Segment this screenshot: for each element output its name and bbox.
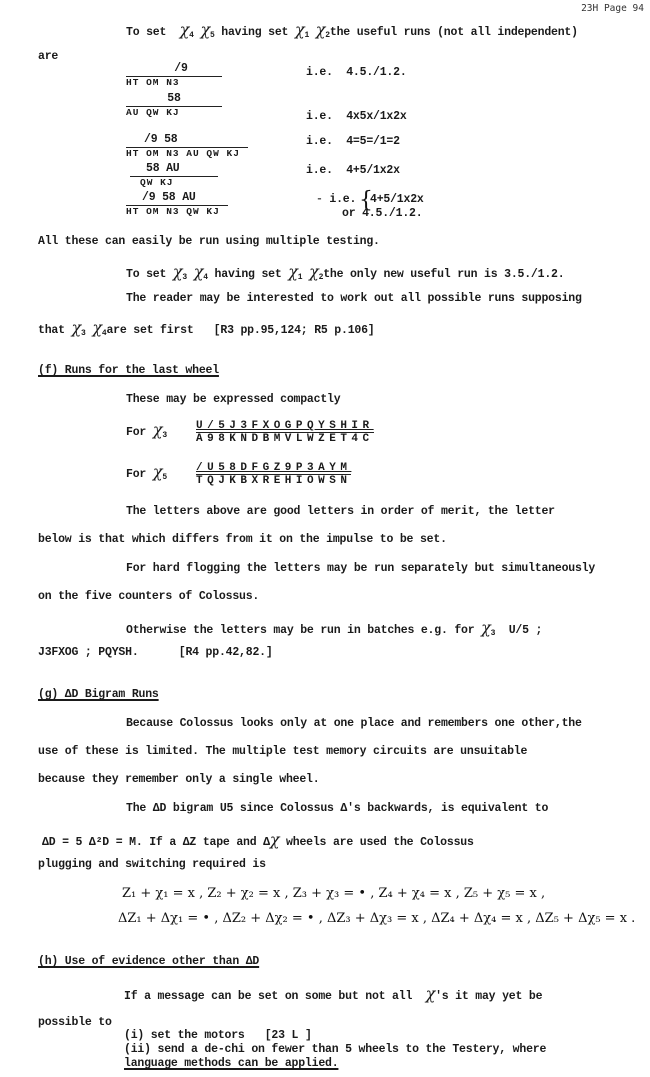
paragraph: For hard flogging the letters may be run separately but simultaneously [126, 562, 596, 575]
section-heading-g: (g) ΔD Bigram Runs [38, 688, 159, 701]
section-heading-f: (f) Runs for the last wheel [38, 364, 219, 377]
text: To set [126, 26, 167, 39]
run-letters-bottom: A98KNDBMVLWZET4C [196, 433, 374, 445]
chi-symbol: χ [152, 462, 163, 481]
equation-row: ΔZ₁ + Δχ₁ = • , ΔZ₂ + Δχ₂ = • , ΔZ₃ + Δχ₃ = x , ΔZ₄ + Δχ₄ = x , ΔZ₅ + Δχ₅ = x . [118, 911, 636, 926]
chi-symbol: χ [425, 984, 436, 1003]
run-letters-bottom: TQJKBXREHIOWSN [196, 475, 352, 487]
chi-symbol: χ [294, 20, 305, 39]
paragraph: The letters above are good letters in order of merit, the letter [126, 505, 555, 518]
paragraph: that $\chi_3$ $\chi_4are$ set first [R3 pp.95,124; R5 p.106] [38, 318, 375, 338]
run-denominator: HT OM N3 AU QW KJ [126, 148, 240, 159]
reference: [23 L ] [264, 1029, 312, 1042]
text: having set [221, 26, 289, 39]
run-equivalent: i.e. 4=5=/1=2 [306, 135, 400, 148]
paragraph: use of these is limited. The multiple test memory circuits are unsuitable [38, 745, 528, 758]
subscript: 1 [304, 31, 310, 40]
run-numerator: 58 [126, 92, 222, 107]
paragraph: Because Colossus looks only at one place and remembers one other,the [126, 717, 582, 730]
chi3-run-letters [196, 420, 374, 445]
paragraph: The reader may be interested to work out all possible runs supposing [126, 292, 582, 305]
paragraph: on the five counters of Colossus. [38, 590, 260, 603]
chi-symbol: χ [71, 318, 82, 337]
paragraph: plugging and switching required is [38, 858, 266, 871]
run-denominator: AU QW KJ [126, 107, 180, 118]
run-fraction [126, 92, 222, 118]
paragraph: ΔD = 5 Δ²D = M. If a ΔZ tape and Δχ wheels are used the Colossus [42, 830, 474, 849]
chi5-label: For $\chi_5$ [126, 462, 167, 482]
run-letters-top: U/5J3FXOGPQYSHIR [196, 420, 374, 432]
paragraph: All these can easily be run using multiple testing. [38, 235, 380, 248]
chi-symbol: χ [315, 20, 326, 39]
list-item: (i) set the motors [23 L ] [124, 1029, 312, 1042]
run-equivalent-option: 4+5/1x2x [370, 193, 424, 206]
brace-icon: { [359, 188, 373, 213]
run-equivalent: i.e. 4+5/1x2x [306, 164, 400, 177]
paragraph: If a message can be set on some but not all χ's it may yet be [124, 984, 543, 1003]
run-fraction [126, 133, 248, 159]
paragraph: To set $\chi_3$ $\chi_4$ having set $\chi_1$ $\chi_2the$ only new useful run is 3.5./1.2. [126, 262, 565, 282]
chi-symbol: χ [288, 262, 298, 281]
paragraph: below is that which differs from it on the impulse to be set. [38, 533, 447, 546]
run-equivalent: - i.e. [316, 193, 357, 206]
paragraph: because they remember only a single wheel. [38, 773, 320, 786]
intro-line [126, 20, 578, 40]
run-numerator: /9 [126, 62, 222, 77]
text: the useful runs (not all independent) [329, 26, 578, 39]
reference: [R4 pp.42,82.] [178, 646, 273, 659]
chi-symbol: χ [200, 20, 210, 39]
paragraph: J3FXOG ; PQYSH. [R4 pp.42,82.] [38, 646, 273, 659]
chi-symbol: χ [172, 262, 183, 281]
run-denominator: HT OM N3 [126, 77, 180, 88]
run-equivalent-alt: or 4.5./1.2. [342, 207, 423, 220]
section-heading-h: (h) Use of evidence other than ΔD [38, 955, 260, 968]
run-letters-top: /U58DFGZ9P3AYM [196, 462, 352, 474]
chi5-run-letters [196, 462, 351, 487]
paragraph: The ΔD bigram U5 since Colossus Δ's backwards, is equivalent to [126, 802, 549, 815]
list-item: (ii) send a de-chi on fewer than 5 wheels to the Testery, where [124, 1043, 547, 1056]
chi-symbol: χ [193, 262, 204, 281]
intro-are: are [38, 50, 59, 63]
chi-symbol: χ [152, 420, 163, 439]
subscript: 5 [209, 31, 215, 40]
run-denominator: HT OM N3 QW KJ [126, 206, 220, 217]
run-numerator: 58 AU [130, 162, 218, 177]
subscript: 4 [189, 31, 194, 40]
chi3-label: For $\chi_3$ [126, 420, 167, 440]
chi-symbol: χ [179, 20, 190, 39]
run-denominator: QW KJ [140, 177, 174, 188]
chi-symbol: χ [481, 618, 491, 637]
run-equivalent: i.e. 4.5./1.2. [306, 66, 407, 79]
run-fraction [126, 191, 228, 217]
list-item-continuation: language methods can be applied. [124, 1057, 339, 1070]
chi-symbol: χ [269, 830, 280, 849]
paragraph: These may be expressed compactly [126, 393, 341, 406]
run-fraction [126, 62, 222, 88]
run-equivalent: i.e. 4x5x/1x2x [306, 110, 407, 123]
subscript: 2 [325, 31, 330, 40]
page-number-label: 23H Page 94 [581, 3, 644, 14]
reference: [R3 pp.95,124; R5 p.106] [213, 324, 375, 337]
run-fraction [130, 162, 218, 188]
run-numerator: /9 58 [126, 133, 248, 148]
chi-symbol: χ [92, 318, 102, 337]
equation-row: Z₁ + χ₁ = x , Z₂ + χ₂ = x , Z₃ + χ₃ = • , Z₄ + χ₄ = x , Z₅ + χ₅ = x , [122, 886, 546, 901]
paragraph: possible to [38, 1016, 112, 1029]
chi-symbol: χ [309, 262, 319, 281]
paragraph: Otherwise the letters may be run in batches e.g. for $\chi_3$ U/5 ; [126, 618, 543, 638]
run-numerator: /9 58 AU [126, 191, 228, 206]
